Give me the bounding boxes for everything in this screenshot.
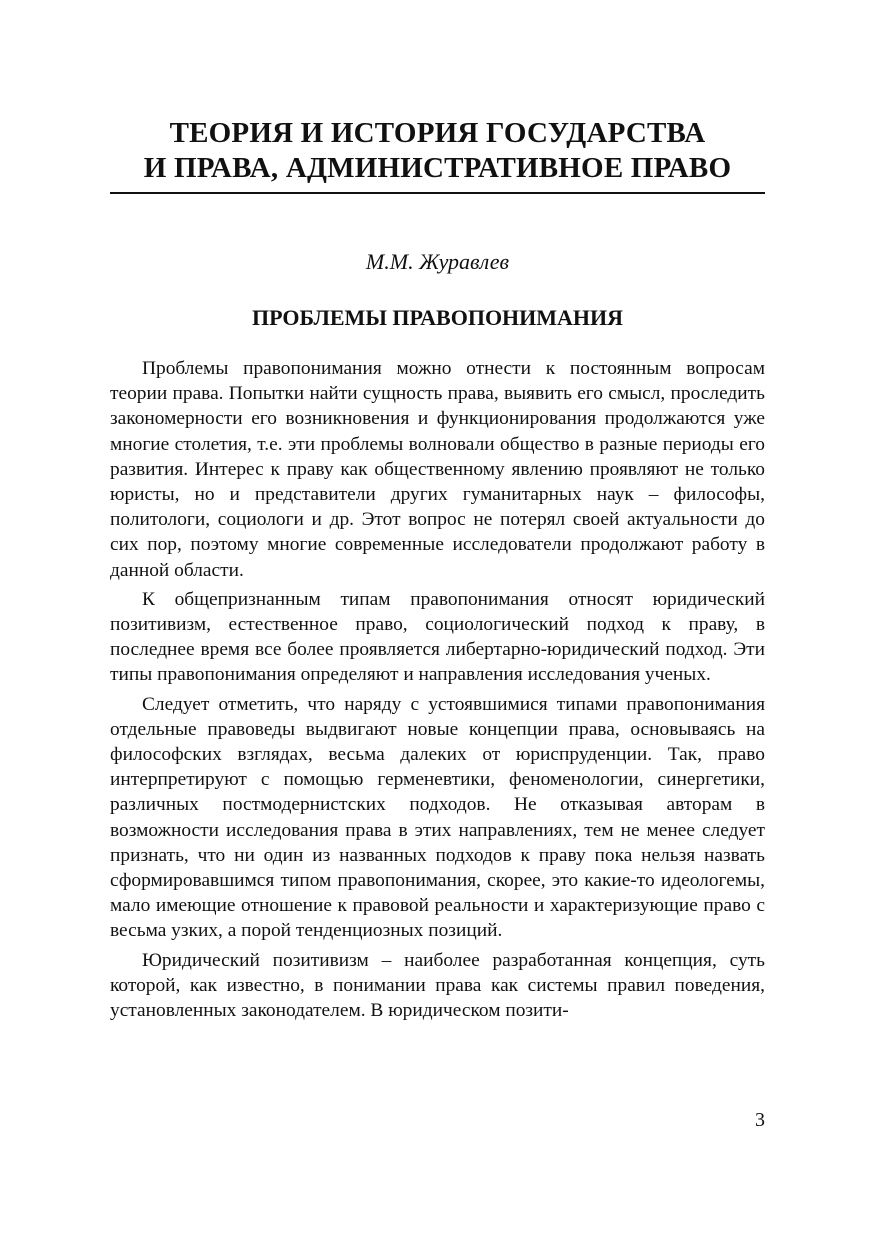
body-paragraph-4: Юридический позитивизм – наиболее разработанная концепция, суть которой, как известно, в понимании права как системы правил поведения, установленных законодателем. В юридическом позити- — [110, 949, 765, 1022]
section-title-line-1: ТЕОРИЯ И ИСТОРИЯ ГОСУДАРСТВА — [169, 117, 706, 149]
page — [110, 0, 765, 1240]
article-author: М.М. Журавлев — [365, 249, 510, 274]
article-body — [110, 356, 765, 1027]
section-title — [110, 116, 765, 186]
section-title-line-2: И ПРАВА, АДМИНИСТРАТИВНОЕ ПРАВО — [143, 152, 732, 184]
article-title: ПРОБЛЕМЫ ПРАВОПОНИМАНИЯ — [251, 305, 624, 330]
page-number: 3 — [755, 1109, 765, 1131]
body-paragraph-2: К общепризнанным типам правопонимания относят юридический позитивизм, естественное право, социологический подход к праву, в последнее время все более проявляется либертарно-юридический подход. Эти типы правопонимания определяют и направления исследования ученых. — [110, 588, 765, 686]
section-divider — [110, 192, 765, 194]
body-paragraph-1: Проблемы правопонимания можно отнести к постоянным вопросам теории права. Попытки найти сущность права, выявить его смысл, проследить закономерности его возникновения и функционирования продолжаются уже многие столетия, т.е. эти проблемы волновали общество в разные периоды его развития. Интерес к праву как общественному явлению проявляют не только юристы, но и представители других гуманитарных наук – философы, политологи, социологи и др. Этот вопрос не потерял своей актуальности до сих пор, поэтому многие современные исследователи продолжают работу в данной области. — [110, 358, 765, 581]
body-paragraph-3: Следует отметить, что наряду с устоявшимися типами правопонимания отдельные правоведы выдвигают новые концепции права, основываясь на философских взглядах, весьма далеких от юриспруденции. Так, право интерпретируют с помощью герменевтики, феноменологии, синергетики, различных постмодернистских подходов. Не отказывая авторам в возможности исследования права в этих направлениях, тем не менее следует признать, что ни один из названных подходов к праву пока нельзя назвать сформировавшимся типом правопонимания, скорее, это какие-то идеологемы, мало имеющие отношение к правовой реальности и характеризующие право с весьма узких, а порой тенденциозных позиций. — [110, 693, 765, 942]
